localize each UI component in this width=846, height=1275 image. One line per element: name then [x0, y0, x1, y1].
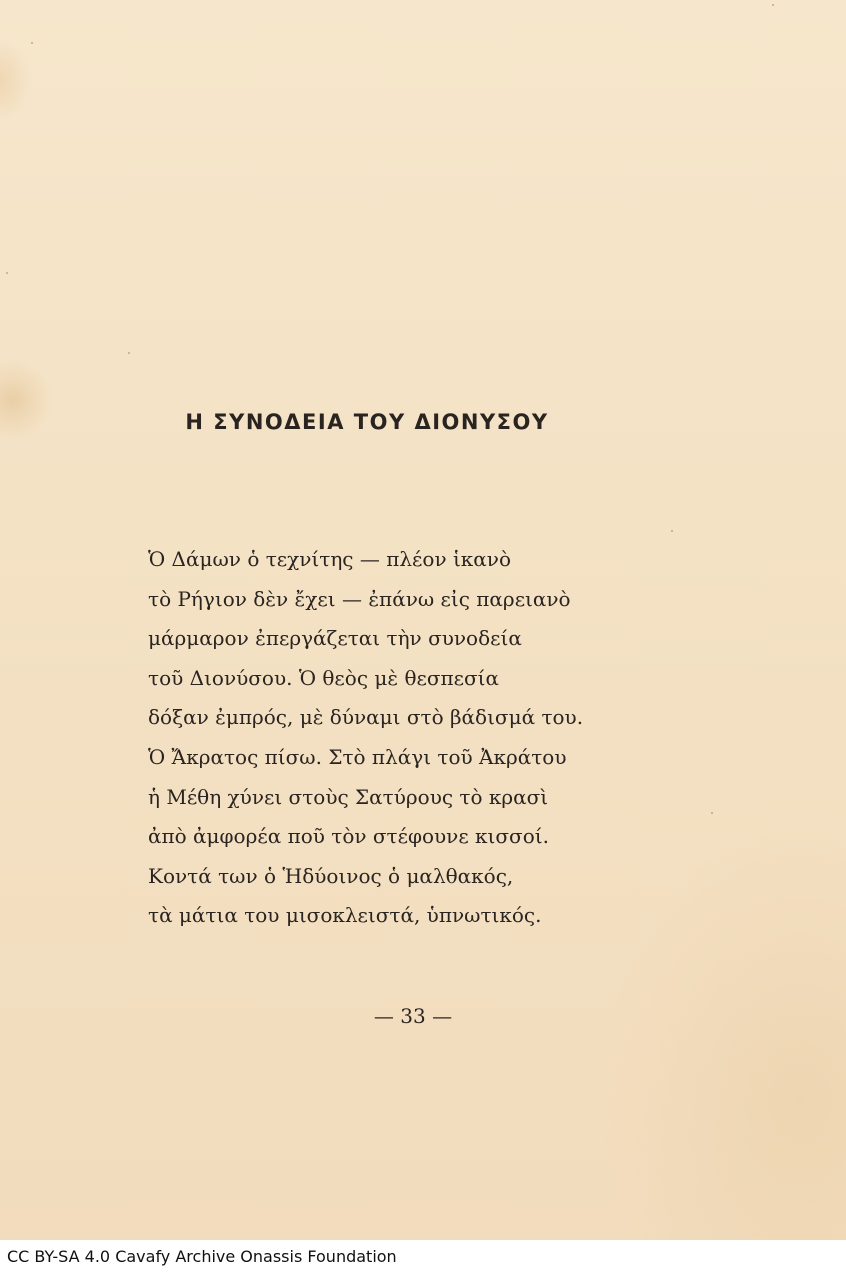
paper-speck [128, 352, 130, 354]
poem-line: Ὁ Δάμων ὁ τεχνίτης — πλέον ἱκανὸ [148, 547, 512, 571]
poem-body [148, 540, 583, 936]
poem-line: Κοντά των ὁ Ἡδύοινος ὁ μαλθακός, [148, 863, 514, 888]
poem-line: τὰ μάτια του μισοκλειστά, ὑπνωτικός. [148, 903, 542, 928]
footer-credit: CC BY-SA 4.0 Cavafy Archive Onassis Foundation [7, 1247, 397, 1266]
paper-speck [671, 530, 673, 532]
paper-speck [31, 42, 33, 44]
paper-speck [772, 4, 774, 6]
paper-speck [6, 272, 8, 274]
poem-line: τοῦ Διονύσου. Ὁ θεὸς μὲ θεσπεσία [148, 665, 500, 690]
poem-line: ἡ Μέθη χύνει στοὺς Σατύρους τὸ κρασὶ [148, 784, 549, 809]
poem-line: δόξαν ἐμπρός, μὲ δύναμι στὸ βάδισμά του. [148, 705, 584, 730]
poem-line: μάρμαρον ἐπεργάζεται τὴν συνοδεία [148, 626, 522, 651]
poem-line: ἀπὸ ἀμφορέα ποῦ τὸν στέφουνε κισσοί. [148, 824, 549, 849]
poem-line: τὸ Ρήγιον δὲν ἔχει — ἐπάνω εἰς παρειανὸ [148, 586, 571, 611]
poem-line: Ὁ Ἄκρατος πίσω. Στὸ πλάγι τοῦ Ἀκράτου [148, 744, 567, 769]
page-number: — 33 — [373, 1004, 453, 1028]
paper-speck [711, 812, 713, 814]
poem-title: Η ΣΥΝΟΔΕΙΑ ΤΟΥ ΔΙΟΝΥΣΟΥ [185, 410, 549, 434]
